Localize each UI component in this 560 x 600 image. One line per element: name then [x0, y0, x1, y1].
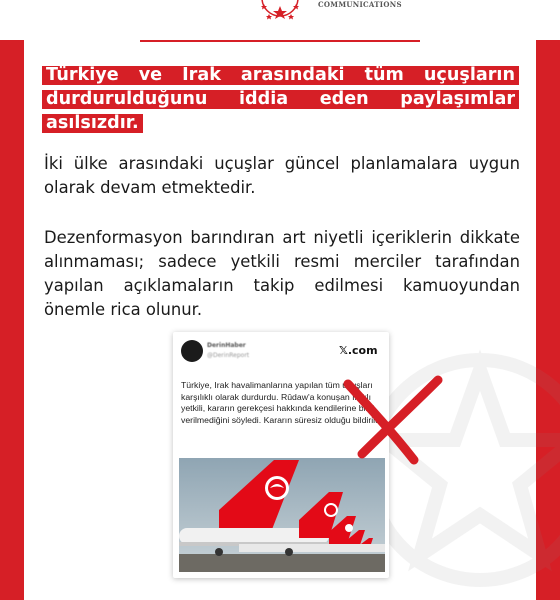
red-x-icon [340, 374, 444, 466]
headline-line-2 [42, 90, 522, 109]
airliner-tails-photo [179, 458, 385, 572]
headline-line-1 [42, 66, 522, 85]
headline-word: durdurulduğunu [46, 89, 208, 109]
headline-word: paylaşımlar [400, 89, 515, 109]
brand-left-text [168, 0, 248, 6]
brand-name: COMMUNICATIONS [318, 0, 402, 9]
account-handle: @DerinReport [207, 352, 250, 359]
headline-word: eden [319, 89, 369, 109]
body-paragraph-1: İki ülke arasındaki uçuşlar güncel planlamalara uygun olarak devam etmektedir. [44, 154, 520, 197]
headline-word: ve [138, 65, 163, 85]
headline-word: iddia [239, 89, 289, 109]
headline [42, 66, 522, 138]
header-divider [140, 40, 420, 42]
headline-word: uçuşların [423, 65, 515, 85]
star-crescent-logo-icon [258, 0, 302, 22]
body-paragraph-2: Dezenformasyon barındıran art niyetli içeriklerin dikkate alınmaması; sadece yetkili resmi merciler tarafından yapılan açıklamaların takip edilmesi kamuoyundan önemle rica olunur. [44, 228, 520, 319]
headline-word: asılsızdır. [46, 113, 139, 133]
headline-line-3 [42, 114, 522, 133]
source-label: 𝕏.com [339, 344, 378, 357]
account-name: DerinHaber [207, 342, 246, 349]
headline-word: Türkiye [46, 65, 119, 85]
headline-word: arasındaki [240, 65, 345, 85]
avatar [181, 340, 203, 362]
headline-word: tüm [364, 65, 404, 85]
headline-word: Irak [182, 65, 221, 85]
tweet-text: Türkiye, Irak havalimanlarına yapılan tüm uçuşları karşılıklı olarak durdurdu. Rûdaw'a konuşan Iraklı yetkili, kararın gerekçesi hakkında kendilerine bilgi verilmediğini söyledi. Kararın süresiz olduğu bildirildi [181, 380, 382, 426]
